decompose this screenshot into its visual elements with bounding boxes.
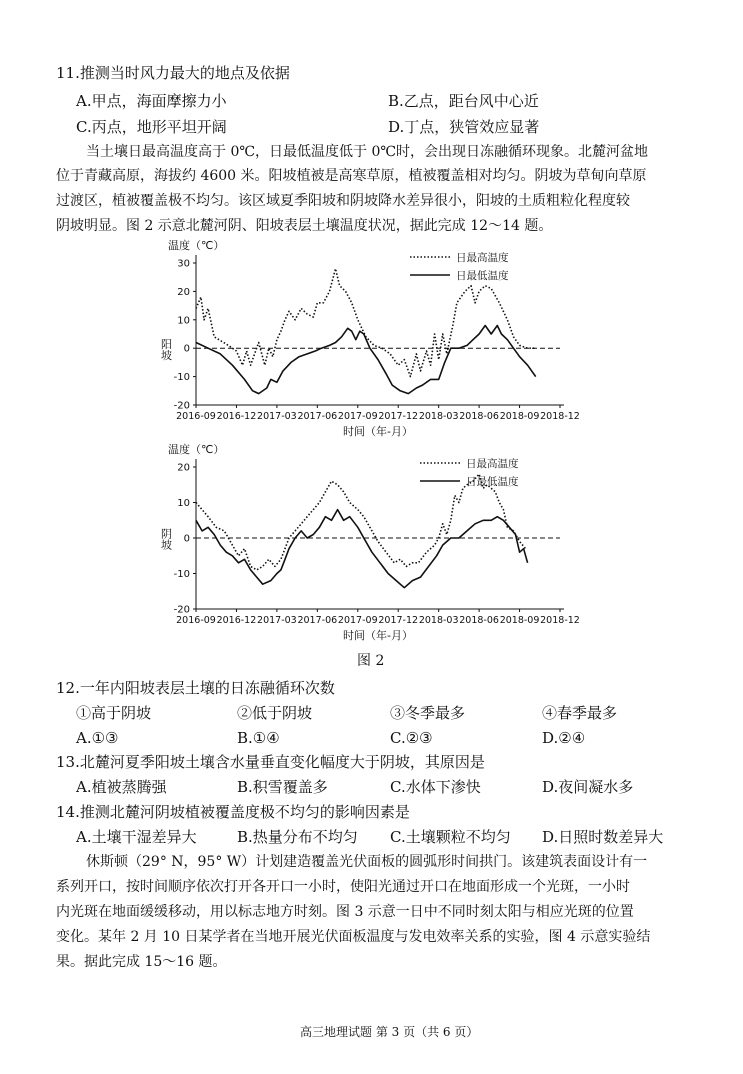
passage1-line: 阴坡明显。图 2 示意北麓河阴、阳坡表层土壤温度状况，据此完成 12～14 题。 <box>56 218 553 234</box>
legend-label: 日最高温度 <box>466 458 519 470</box>
x-tick-label: 2016-12 <box>216 411 257 422</box>
y-axis-label: 温度（℃） <box>168 239 225 252</box>
page-footer: 高三地理试题 第 3 页（共 6 页） <box>300 1025 479 1039</box>
q14-option-a: A.土壤干湿差异大 <box>76 828 197 846</box>
passage2-line: 变化。某年 2 月 10 日某学者在当地开展光伏面板温度与发电效率关系的实验，图 4 示意实验结 <box>56 929 651 945</box>
q11-option-b: B.乙点，距台风中心近 <box>388 92 539 110</box>
x-tick-label: 2016-09 <box>176 615 216 626</box>
q14-option-d: D.日照时数差异大 <box>542 828 664 846</box>
x-tick-label: 2017-09 <box>337 411 378 422</box>
passage1-line: 位于青藏高原，海拔约 4600 米。阳坡植被是高寒草原，植被覆盖相对均匀。阴坡为草甸向草原 <box>56 168 647 184</box>
x-tick-label: 2018-03 <box>418 615 459 626</box>
q13-option-c: C.水体下渗快 <box>390 778 481 796</box>
q13-option-b: B.积雪覆盖多 <box>237 778 328 796</box>
series-daily-min-line <box>196 510 528 588</box>
passage2-line: 系列开口，按时间顺序依次打开各开口一小时，使阳光通过开口在地面形成一个光斑，一小时 <box>56 879 630 895</box>
x-tick-label: 2017-03 <box>257 615 297 626</box>
q14-stem: 14.推测北麓河阴坡植被覆盖度极不均匀的影响因素是 <box>56 803 410 821</box>
q14-option-b: B.热量分布不均匀 <box>237 828 358 846</box>
x-axis-label: 时间（年-月） <box>343 629 413 642</box>
q12-item-2: ②低于阴坡 <box>237 704 313 722</box>
x-tick-label: 2018-06 <box>459 411 499 422</box>
q12-item-1: ①高于阴坡 <box>76 704 152 722</box>
y-tick-label: 10 <box>177 315 190 327</box>
legend-label: 日最低温度 <box>456 270 509 282</box>
y-axis-label: 温度（℃） <box>168 443 225 456</box>
x-tick-label: 2018-03 <box>418 411 459 422</box>
y-tick-label: 10 <box>177 498 190 509</box>
slope-label: 阳坡 <box>160 338 173 361</box>
y-tick-label: 0 <box>183 343 190 355</box>
legend-label: 日最高温度 <box>456 252 509 264</box>
x-tick-label: 2017-09 <box>337 615 378 626</box>
x-tick-label: 2017-06 <box>297 411 338 422</box>
series-daily-max-line <box>196 269 536 377</box>
passage1-line: 当土壤日最高温度高于 0℃，日最低温度低于 0℃时，会出现日冻融循环现象。北麓河盆地 <box>86 144 649 160</box>
q12-option-b: B.①④ <box>237 729 280 747</box>
x-tick-label: 2018-09 <box>499 615 540 626</box>
y-tick-label: -20 <box>173 604 190 616</box>
y-tick-label: 20 <box>177 462 190 474</box>
y-tick-label: -20 <box>173 400 190 412</box>
q12-option-d: D.②④ <box>542 729 586 747</box>
x-tick-label: 2017-06 <box>297 615 338 626</box>
legend-label: 日最低温度 <box>466 476 519 488</box>
passage2-line: 内光斑在地面缓缓移动，用以标志地方时刻。图 3 示意一日中不同时刻太阳与相应光斑的位置 <box>56 904 634 920</box>
q11-option-a: A.甲点，海面摩擦力小 <box>76 92 227 110</box>
q11-stem: 11.推测当时风力最大的地点及依据 <box>56 64 290 82</box>
y-tick-label: -10 <box>173 372 190 384</box>
q13-stem: 13.北麓河夏季阳坡土壤含水量垂直变化幅度大于阴坡，其原因是 <box>56 753 485 771</box>
q13-option-d: D.夜间凝水多 <box>542 778 634 796</box>
figure-caption: 图 2 <box>357 653 385 669</box>
y-tick-label: 20 <box>177 286 190 298</box>
q11-option-d: D.丁点，狭管效应显著 <box>388 118 540 136</box>
y-tick-label: 0 <box>183 533 190 545</box>
x-tick-label: 2016-12 <box>216 615 257 626</box>
shady-slope-temperature-chart <box>160 441 600 649</box>
x-tick-label: 2018-09 <box>499 411 540 422</box>
x-tick-label: 2018-12 <box>540 615 580 626</box>
q13-option-a: A.植被蒸腾强 <box>76 778 167 796</box>
q12-option-c: C.②③ <box>390 729 433 747</box>
passage2-line: 果。据此完成 15～16 题。 <box>56 954 227 970</box>
x-axis-label: 时间（年-月） <box>343 425 413 438</box>
x-tick-label: 2017-03 <box>257 411 297 422</box>
q12-item-3: ③冬季最多 <box>390 704 466 722</box>
q12-stem: 12.一年内阳坡表层土壤的日冻融循环次数 <box>56 679 335 697</box>
sunny-slope-temperature-chart <box>160 237 600 445</box>
x-tick-label: 2018-06 <box>459 615 499 626</box>
x-tick-label: 2016-09 <box>176 411 216 422</box>
q11-option-c: C.丙点，地形平坦开阔 <box>76 118 227 136</box>
x-tick-label: 2018-12 <box>540 411 580 422</box>
q12-option-a: A.①③ <box>76 729 119 747</box>
slope-label: 阴坡 <box>160 528 173 550</box>
x-tick-label: 2017-12 <box>378 411 419 422</box>
y-tick-label: -10 <box>173 569 190 580</box>
series-daily-min-line <box>196 326 536 394</box>
x-tick-label: 2017-12 <box>378 615 419 626</box>
q14-option-c: C.土壤颗粒不均匀 <box>390 828 511 846</box>
passage1-line: 过渡区，植被覆盖极不均匀。该区域夏季阳坡和阴坡降水差异很小，阳坡的土质粗粒化程度较 <box>56 193 630 209</box>
series-daily-max-line <box>196 474 526 570</box>
q12-item-4: ④春季最多 <box>542 704 618 722</box>
passage2-line: 休斯顿（29° N，95° W）计划建造覆盖光伏面板的圆弧形时间拱门。该建筑表面设计有一 <box>86 854 648 870</box>
y-tick-label: 30 <box>177 258 190 270</box>
